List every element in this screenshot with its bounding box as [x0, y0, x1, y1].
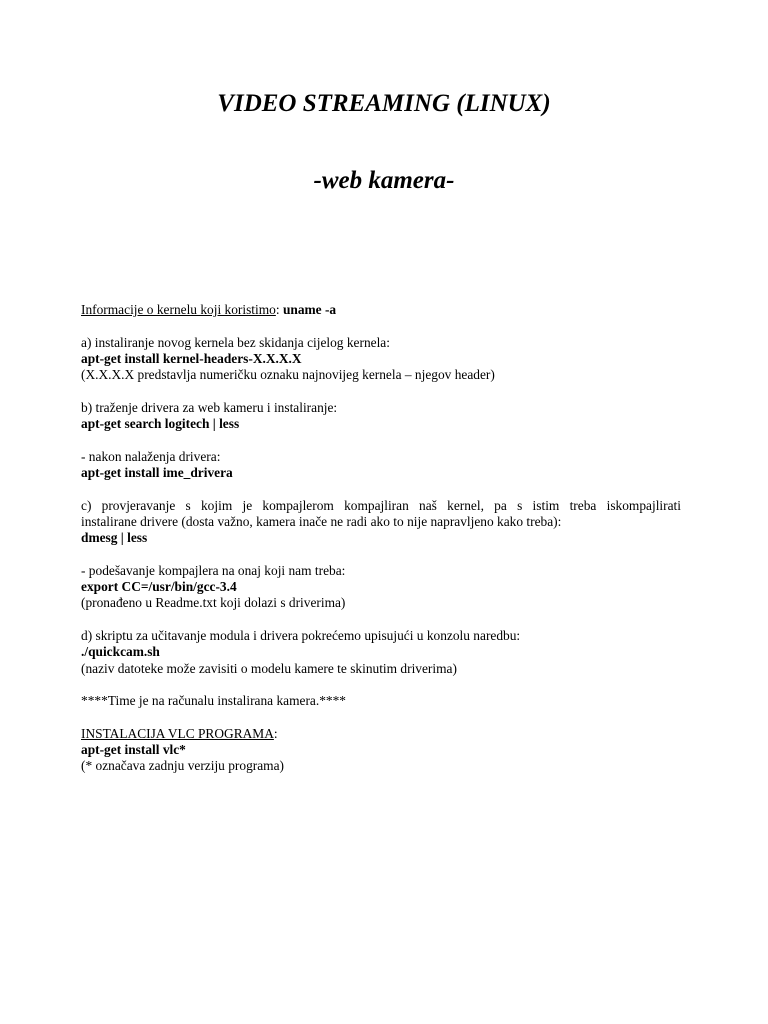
step-d-command: ./quickcam.sh — [81, 644, 160, 660]
step-b-text-2: - nakon nalaženja drivera: — [81, 448, 221, 464]
document-body — [81, 302, 681, 775]
step-c-text-2: - podešavanje kompajlera na onaj koji nam treba: — [81, 562, 346, 578]
step-b-command: apt-get search logitech | less — [81, 416, 240, 432]
step-c-command-2: export CC=/usr/bin/gcc-3.4 — [81, 579, 237, 595]
step-c-note: (pronađeno u Readme.txt koji dolazi s driverima) — [81, 595, 346, 611]
kernel-info-command: uname -a — [282, 302, 337, 317]
step-a-note: (X.X.X.X predstavlja numeričku oznaku najnovijeg kernela – njegov header) — [81, 367, 495, 383]
document-title: VIDEO STREAMING (LINUX) — [217, 90, 551, 117]
vlc-command: apt-get install vlc* — [81, 742, 186, 758]
vlc-heading-colon: : — [273, 725, 278, 741]
vlc-heading: INSTALACIJA VLC PROGRAMA — [81, 725, 274, 741]
kernel-info-label: Informacije o kernelu koji koristimo — [81, 302, 276, 317]
step-b-text: b) traženje drivera za web kameru i instaliranje: — [81, 399, 338, 415]
vlc-heading-line — [81, 726, 681, 742]
document-subtitle: -web kamera- — [313, 167, 455, 194]
step-c-line-1: c) provjeravanje s kojim je kompajlerom kompajliran naš kernel, pa s istim treba iskompajlirati — [81, 497, 681, 513]
step-a-text: a) instaliranje novog kernela bez skidanja cijelog kernela: — [81, 334, 390, 350]
vlc-note: (* označava zadnju verziju programa) — [81, 758, 284, 774]
step-d-text: d) skriptu za učitavanje modula i drivera pokrećemo upisujući u konzolu naredbu: — [81, 627, 521, 643]
kernel-info-line — [81, 302, 681, 318]
step-b-command-2: apt-get install ime_drivera — [81, 464, 233, 480]
step-d-note: (naziv datoteke može zavisiti o modelu kamere te skinutim driverima) — [81, 660, 457, 676]
step-c-line-2: instalirane drivere (dosta važno, kamera inače ne radi ako to nije napravljeno kako treba): — [81, 513, 562, 529]
completion-note: ****Time je na računalu instalirana kamera.**** — [81, 693, 347, 709]
step-c-command: dmesg | less — [81, 530, 148, 546]
kernel-info-sep: : — [275, 302, 283, 317]
step-a-command: apt-get install kernel-headers-X.X.X.X — [81, 350, 302, 366]
